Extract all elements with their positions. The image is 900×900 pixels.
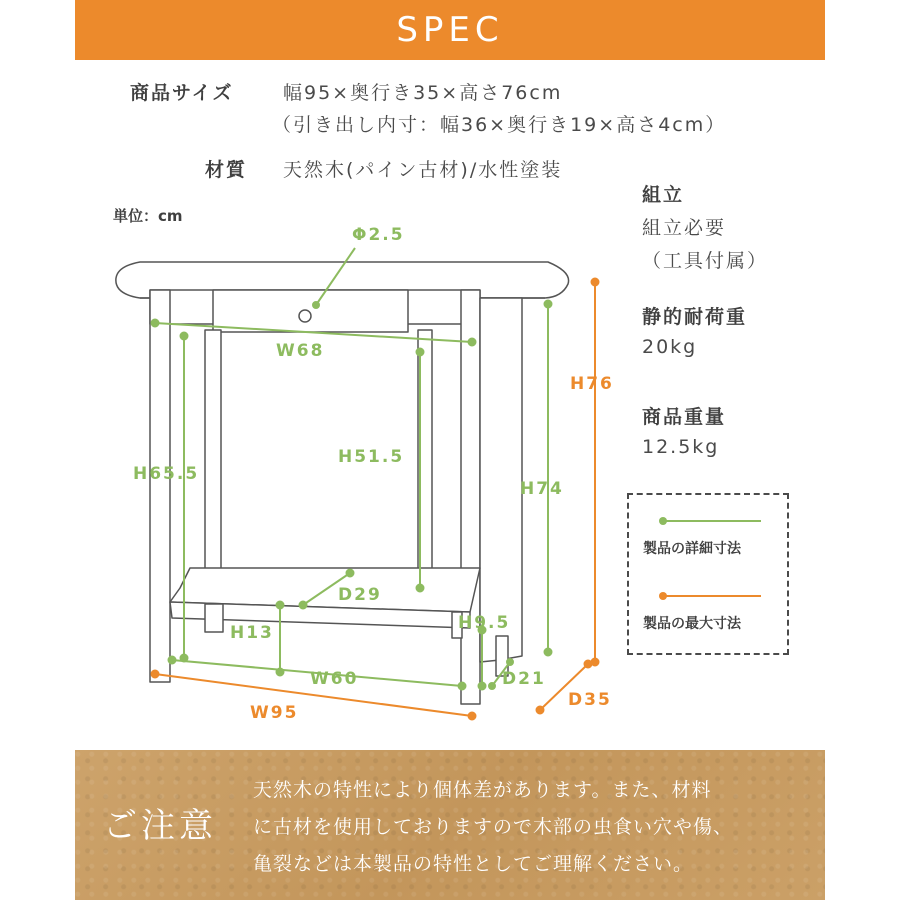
load-label: 静的耐荷重 xyxy=(642,306,748,328)
dim-total-depth: D35 xyxy=(568,690,612,710)
material-value: 天然木(パイン古材)/水性塗装 xyxy=(283,159,563,181)
assembly-label: 組立 xyxy=(642,184,685,206)
dim-shelf-height: H13 xyxy=(230,623,274,643)
caution-text-line2: に古材を使用しておりますので木部の虫食い穴や傷、 xyxy=(253,816,734,838)
dim-side-height: H74 xyxy=(520,479,564,499)
size-label: 商品サイズ xyxy=(130,82,234,104)
unit-label: 単位：cm xyxy=(113,207,183,225)
side-panel xyxy=(480,298,522,662)
legend-detail-label: 製品の詳細寸法 xyxy=(643,541,741,557)
dim-inner-depth: D21 xyxy=(502,669,546,689)
assembly-value: 組立必要 xyxy=(642,217,727,239)
caution-panel xyxy=(75,750,825,900)
caution-title: ご注意 xyxy=(103,806,217,846)
leg-front-left xyxy=(150,290,170,682)
dim-drawer-width: W68 xyxy=(276,341,325,361)
legend-max-label: 製品の最大寸法 xyxy=(643,616,741,632)
dim-inner-width: W60 xyxy=(310,669,359,689)
weight-value: 12.5kg xyxy=(642,436,720,458)
drawer-front xyxy=(213,290,408,332)
leg-back-left xyxy=(205,330,221,588)
dim-leg-height: H65.5 xyxy=(133,464,200,484)
caution-text-line1: 天然木の特性により個体差があります。また、材料 xyxy=(253,779,712,801)
load-value: 20kg xyxy=(642,336,698,358)
dim-total-height: H76 xyxy=(570,374,614,394)
drawer-size-value: （引き出し内寸：幅36×奥行き19×高さ4cm） xyxy=(272,114,727,136)
dim-total-width: W95 xyxy=(250,703,299,723)
dim-shelf-depth: D29 xyxy=(338,585,382,605)
weight-label: 商品重量 xyxy=(642,406,727,428)
drawer-knob xyxy=(299,310,311,322)
spec-title: SPEC xyxy=(396,10,504,50)
dim-knob-diameter: Φ2.5 xyxy=(352,225,405,245)
assembly-tools-value: （工具付属） xyxy=(642,250,769,272)
material-label: 材質 xyxy=(205,159,248,181)
dim-foot-height: H9.5 xyxy=(458,613,511,633)
dim-inner-height: H51.5 xyxy=(338,447,405,467)
shelf-support-left xyxy=(205,604,223,632)
leg-front-right xyxy=(461,290,480,704)
size-value: 幅95×奥行き35×高さ76cm xyxy=(283,82,563,104)
dimension-legend xyxy=(627,493,789,655)
caution-text-line3: 亀裂などは本製品の特性としてご理解ください。 xyxy=(253,853,694,875)
